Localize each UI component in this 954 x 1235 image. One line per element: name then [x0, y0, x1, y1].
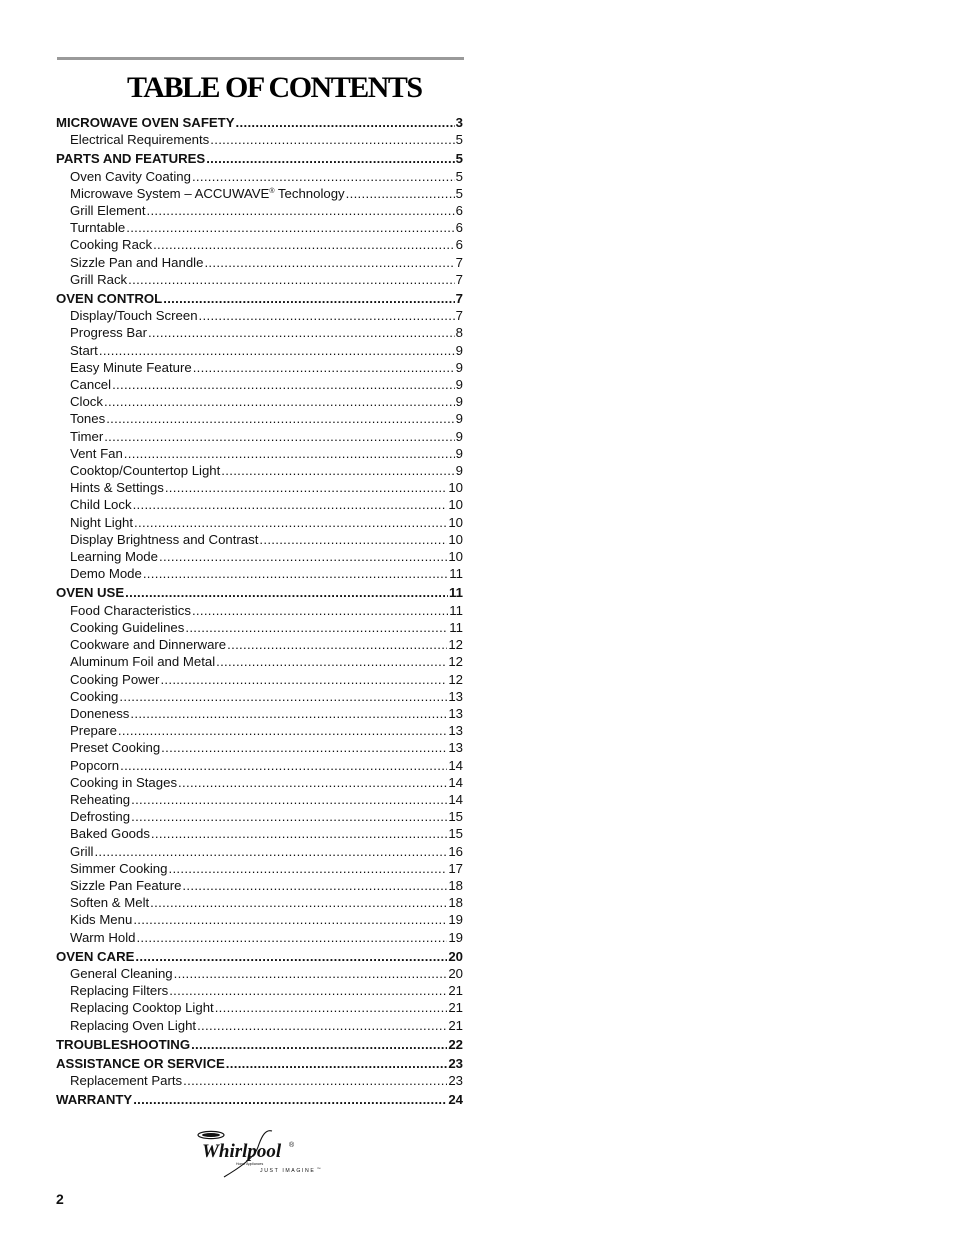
toc-entry-label: Grill [70, 843, 94, 859]
dot-leader [133, 1091, 447, 1108]
toc-entry-row[interactable] [56, 965, 463, 982]
logo-tagline: JUST IMAGINE [260, 1168, 316, 1174]
dot-leader [197, 1017, 447, 1034]
toc-page-number: 21 [448, 1017, 463, 1033]
dot-leader [128, 271, 455, 288]
toc-entry-label: Baked Goods [70, 826, 150, 842]
dot-leader [118, 722, 447, 739]
toc-page-number: 9 [455, 411, 463, 427]
toc-page-number: 11 [449, 619, 463, 635]
dot-leader [143, 565, 448, 582]
toc-section-row[interactable] [56, 948, 463, 965]
dot-leader [104, 393, 455, 410]
dot-leader [163, 290, 454, 307]
dot-leader [199, 307, 455, 324]
toc-entry-label: Defrosting [70, 809, 131, 825]
toc-entry-label: Simmer Cooking [70, 860, 168, 876]
toc-entry-label: Doneness [70, 705, 130, 721]
toc-entry-row[interactable] [56, 757, 463, 774]
toc-page-number: 6 [455, 237, 463, 253]
toc-entry-label: General Cleaning [70, 965, 173, 981]
dot-leader [131, 791, 447, 808]
dot-leader [136, 929, 447, 946]
dot-leader [133, 911, 447, 928]
toc-page-number: 10 [448, 497, 463, 513]
toc-page-number: 12 [448, 671, 463, 687]
toc-entry-label: Replacing Oven Light [70, 1017, 197, 1033]
toc-page-number: 6 [455, 203, 463, 219]
toc-entry-row[interactable] [56, 688, 463, 705]
toc-entry-label: Tones [70, 411, 106, 427]
toc-section-row[interactable] [56, 1036, 463, 1053]
toc-entry-label: Hints & Settings [70, 480, 164, 496]
dot-leader [178, 774, 447, 791]
toc-entry-row[interactable] [56, 342, 463, 359]
dot-leader [185, 619, 448, 636]
dot-leader [183, 1072, 447, 1089]
dot-leader [130, 705, 447, 722]
toc-entry-row[interactable] [56, 428, 463, 445]
dot-leader [159, 548, 447, 565]
toc-entry-row[interactable] [56, 808, 463, 825]
toc-entry-label: OVEN CONTROL [56, 291, 163, 307]
toc-entry-row[interactable] [56, 739, 463, 756]
toc-page-number: 3 [455, 115, 463, 130]
toc-page-number: 13 [448, 723, 463, 739]
dot-leader [182, 877, 447, 894]
whirlpool-logo [194, 1125, 324, 1181]
toc-entry-label: Demo Mode [70, 566, 142, 582]
toc-entry-row[interactable] [56, 602, 463, 619]
toc-entry-label: Prepare [70, 723, 117, 739]
toc-page-number: 22 [448, 1036, 463, 1052]
toc-page-number: 12 [448, 637, 463, 653]
page-title: TABLE OF CONTENTS [127, 71, 422, 104]
toc-entry-row[interactable] [56, 843, 463, 860]
dot-leader [134, 514, 447, 531]
toc-entry-label: Display Brightness and Contrast [70, 531, 259, 547]
toc-entry-label: Vent Fan [70, 445, 123, 461]
toc-page-number: 9 [455, 428, 463, 444]
toc-entry-row[interactable] [56, 722, 463, 739]
toc-entry-row[interactable] [56, 445, 463, 462]
toc-page-number: 11 [449, 585, 463, 601]
dot-leader [192, 602, 448, 619]
toc-entry-label: MICROWAVE OVEN SAFETY [56, 115, 235, 130]
toc-entry-row[interactable] [56, 1017, 463, 1034]
toc-entry-label: ASSISTANCE OR SERVICE [56, 1055, 225, 1071]
toc-page-number: 7 [455, 271, 463, 287]
logo-wordmark: Whirlpool [202, 1141, 282, 1162]
toc-entry-label: Cooking Rack [70, 237, 153, 253]
toc-entry-row[interactable] [56, 376, 463, 393]
toc-entry-label: Replacing Filters [70, 983, 169, 999]
toc-entry-label: Turntable [70, 220, 126, 236]
dot-leader [259, 531, 447, 548]
toc-page-number: 14 [448, 757, 463, 773]
toc-entry-label: OVEN USE [56, 585, 125, 601]
toc-page-number: 11 [449, 602, 463, 618]
toc-entry-label: Oven Cavity Coating [70, 168, 191, 184]
toc-entry-row[interactable] [56, 324, 463, 341]
toc-page-number: 11 [449, 566, 463, 582]
toc-page-number: 14 [448, 791, 463, 807]
toc-entry-row[interactable] [56, 982, 463, 999]
table-of-contents [56, 114, 463, 1109]
toc-page-number: 15 [448, 809, 463, 825]
toc-page-number: 16 [448, 843, 463, 859]
toc-entry-label: Cooking in Stages [70, 774, 178, 790]
toc-page-number: 23 [448, 1055, 463, 1071]
toc-entry-label: Easy Minute Feature [70, 359, 192, 375]
toc-entry-label: Kids Menu [70, 912, 133, 928]
toc-page-number: 9 [455, 394, 463, 410]
dot-leader [206, 150, 454, 167]
toc-entry-row[interactable] [56, 774, 463, 791]
dot-leader [236, 114, 455, 131]
toc-entry-row[interactable] [56, 393, 463, 410]
dot-leader [135, 948, 447, 965]
toc-entry-row[interactable] [56, 619, 463, 636]
logo-small-text: Home Appliances [236, 1162, 264, 1166]
toc-entry-row[interactable] [56, 653, 463, 670]
dot-leader [346, 185, 455, 202]
toc-page-number: 23 [448, 1073, 463, 1089]
dot-leader [148, 324, 455, 341]
dot-leader [226, 1055, 448, 1072]
toc-entry-label: Clock [70, 394, 103, 410]
toc-entry-row[interactable] [56, 929, 463, 946]
toc-page-number: 12 [448, 654, 463, 670]
toc-page-number: 20 [448, 965, 463, 981]
toc-entry-label: Preset Cooking [70, 740, 161, 756]
toc-entry-row[interactable] [56, 791, 463, 808]
toc-section-row[interactable] [56, 150, 463, 167]
toc-entry-label: Popcorn [70, 757, 120, 773]
toc-entry-row[interactable] [56, 410, 463, 427]
toc-entry-label: Grill Element [70, 203, 146, 219]
toc-page-number: 7 [455, 254, 463, 270]
toc-entry-label: Cookware and Dinnerware [70, 637, 227, 653]
toc-page-number: 6 [455, 220, 463, 236]
toc-entry-label: WARRANTY [56, 1092, 133, 1108]
toc-page-number: 5 [455, 151, 463, 167]
dot-leader [131, 808, 447, 825]
dot-leader [192, 168, 455, 185]
toc-section-row[interactable] [56, 584, 463, 601]
toc-entry-label: Cooking Guidelines [70, 619, 185, 635]
toc-section-row[interactable] [56, 114, 463, 131]
dot-leader [99, 342, 455, 359]
toc-page-number: 15 [448, 826, 463, 842]
toc-page-number: 10 [448, 480, 463, 496]
dot-leader [119, 688, 447, 705]
toc-entry-label: Microwave System – ACCUWAVE® Technology [70, 185, 345, 201]
toc-page-number: 9 [455, 377, 463, 393]
dot-leader [221, 462, 454, 479]
dot-leader [191, 1036, 447, 1053]
toc-entry-label: Cancel [70, 377, 112, 393]
toc-entry-label: Electrical Requirements [70, 132, 210, 148]
toc-page-number: 21 [448, 983, 463, 999]
toc-page-number: 10 [448, 531, 463, 547]
toc-entry-label: Soften & Melt [70, 895, 150, 911]
toc-entry-row[interactable] [56, 1072, 463, 1089]
dot-leader [227, 636, 447, 653]
toc-entry-label: Warm Hold [70, 929, 136, 945]
toc-entry-label: Cooktop/Countertop Light [70, 463, 221, 479]
dot-leader [153, 236, 455, 253]
toc-page-number: 7 [455, 308, 463, 324]
dot-leader [133, 496, 448, 513]
toc-entry-label: Food Characteristics [70, 602, 191, 618]
toc-entry-label: Replacement Parts [70, 1073, 183, 1089]
dot-leader [160, 671, 447, 688]
toc-page-number: 21 [448, 1000, 463, 1016]
dot-leader [125, 584, 448, 601]
toc-entry-row[interactable] [56, 825, 463, 842]
toc-page-number: 5 [455, 132, 463, 148]
dot-leader [120, 757, 447, 774]
toc-entry-row[interactable] [56, 531, 463, 548]
toc-page-number: 13 [448, 740, 463, 756]
dot-leader [210, 131, 454, 148]
dot-leader [126, 219, 454, 236]
dot-leader [124, 445, 455, 462]
toc-entry-label: Start [70, 342, 98, 358]
toc-entry-label: TROUBLESHOOTING [56, 1036, 191, 1052]
toc-page-number: 17 [448, 860, 463, 876]
toc-entry-row[interactable] [56, 548, 463, 565]
toc-entry-label: Cooking Power [70, 671, 160, 687]
toc-entry-row[interactable] [56, 359, 463, 376]
toc-entry-label: Sizzle Pan Feature [70, 877, 182, 893]
toc-page-number: 9 [455, 359, 463, 375]
toc-entry-label: Replacing Cooktop Light [70, 1000, 214, 1016]
toc-entry-row[interactable] [56, 236, 463, 253]
dot-leader [174, 965, 448, 982]
dot-leader [161, 739, 447, 756]
toc-entry-label: Aluminum Foil and Metal [70, 654, 216, 670]
toc-page-number: 18 [448, 895, 463, 911]
toc-entry-row[interactable] [56, 671, 463, 688]
registered-mark: ® [269, 187, 275, 195]
toc-page-number: 8 [455, 325, 463, 341]
toc-entry-row[interactable] [56, 514, 463, 531]
svg-text:™: ™ [317, 1167, 321, 1171]
toc-entry-label: Cooking [70, 688, 119, 704]
page-number: 2 [56, 1191, 64, 1207]
dot-leader [104, 428, 454, 445]
dot-leader [168, 860, 447, 877]
toc-entry-row[interactable] [56, 894, 463, 911]
toc-page-number: 19 [448, 912, 463, 928]
toc-page-number: 7 [455, 291, 463, 307]
toc-entry-label: Display/Touch Screen [70, 308, 198, 324]
toc-entry-row[interactable] [56, 307, 463, 324]
toc-section-row[interactable] [56, 1091, 463, 1108]
dot-leader [112, 376, 455, 393]
toc-entry-row[interactable] [56, 462, 463, 479]
toc-entry-label: Child Lock [70, 497, 132, 513]
toc-entry-label: Night Light [70, 514, 134, 530]
dot-leader [106, 410, 454, 427]
toc-entry-row[interactable] [56, 271, 463, 288]
toc-entry-label: Timer [70, 428, 104, 444]
dot-leader [151, 825, 447, 842]
toc-entry-row[interactable] [56, 202, 463, 219]
toc-page-number: 13 [448, 705, 463, 721]
toc-entry-row[interactable] [56, 131, 463, 148]
dot-leader [216, 653, 447, 670]
toc-entry-row[interactable] [56, 911, 463, 928]
dot-leader [165, 479, 448, 496]
dot-leader [146, 202, 454, 219]
toc-entry-label: Sizzle Pan and Handle [70, 254, 204, 270]
toc-page-number: 9 [455, 445, 463, 461]
dot-leader [204, 254, 454, 271]
toc-entry-row[interactable] [56, 168, 463, 185]
toc-section-row[interactable] [56, 1055, 463, 1072]
dot-leader [215, 999, 448, 1016]
toc-page-number: 18 [448, 877, 463, 893]
toc-entry-row[interactable] [56, 860, 463, 877]
toc-entry-label: Learning Mode [70, 549, 158, 565]
toc-page-number: 5 [455, 185, 463, 201]
toc-page-number: 9 [455, 342, 463, 358]
toc-page-number: 9 [455, 463, 463, 479]
toc-page-number: 10 [448, 549, 463, 565]
toc-entry-label: PARTS AND FEATURES [56, 151, 206, 167]
toc-entry-row[interactable] [56, 705, 463, 722]
toc-entry-row[interactable] [56, 636, 463, 653]
dot-leader [94, 843, 447, 860]
toc-page-number: 20 [448, 948, 463, 964]
toc-entry-row[interactable] [56, 999, 463, 1016]
toc-entry-label: Reheating [70, 791, 131, 807]
toc-entry-row[interactable] [56, 185, 463, 202]
toc-entry-row[interactable] [56, 219, 463, 236]
top-rule [57, 57, 464, 60]
dot-leader [193, 359, 455, 376]
toc-entry-label: Progress Bar [70, 325, 147, 341]
svg-text:®: ® [289, 1142, 295, 1149]
dot-leader [150, 894, 447, 911]
toc-entry-row[interactable] [56, 565, 463, 582]
toc-entry-label: Grill Rack [70, 271, 128, 287]
toc-page-number: 10 [448, 514, 463, 530]
toc-page-number: 24 [448, 1092, 463, 1108]
toc-entry-row[interactable] [56, 479, 463, 496]
toc-section-row[interactable] [56, 290, 463, 307]
toc-entry-row[interactable] [56, 877, 463, 894]
toc-page-number: 5 [455, 168, 463, 184]
toc-page-number: 19 [448, 929, 463, 945]
dot-leader [169, 982, 447, 999]
toc-entry-label: OVEN CARE [56, 948, 135, 964]
toc-page-number: 14 [448, 774, 463, 790]
toc-page-number: 13 [448, 688, 463, 704]
toc-entry-row[interactable] [56, 496, 463, 513]
toc-entry-row[interactable] [56, 254, 463, 271]
